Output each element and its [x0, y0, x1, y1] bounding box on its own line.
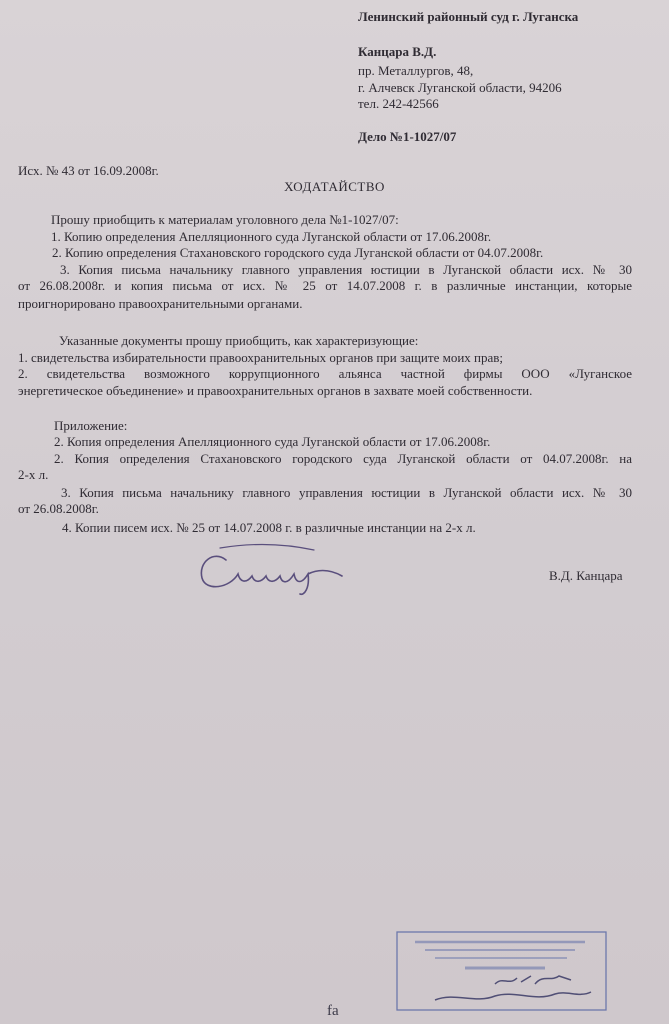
request-item: 1. Копию определения Апелляционного суда Луганской области от 17.06.2008г. — [51, 229, 492, 244]
request-item-continuation: проигнорировано правоохранительными органами. — [18, 296, 303, 311]
characterization-intro: Указанные документы прошу приобщить, как характеризующие: — [59, 333, 419, 348]
characterization-item: 2. свидетельства возможного коррупционного альянса частной фирмы ООО «Луганское — [18, 366, 632, 381]
appendix-item: 4. Копии писем исх. № 25 от 14.07.2008 г. в различные инстанции на 2-х л. — [62, 520, 476, 535]
appendix-item: 3. Копия письма начальнику главного управления юстиции в Луганской области исх. № 30 — [61, 485, 632, 500]
characterization-item-continuation: энергетическое объединение» и правоохранительных органов в захвате моей собственности. — [18, 383, 533, 398]
appendix-item: 2. Копия определения Стахановского городского суда Луганской области от 04.07.2008г. на — [54, 451, 632, 466]
handwritten-signature — [196, 540, 356, 598]
sender-address-line2: г. Алчевск Луганской области, 94206 — [358, 80, 562, 95]
sender-address-line1: пр. Металлургов, 48, — [358, 63, 474, 78]
case-number: Дело №1-1027/07 — [358, 129, 457, 144]
request-item: 2. Копию определения Стахановского городского суда Луганской области от 04.07.2008г. — [52, 245, 544, 260]
court-name: Ленинский районный суд г. Луганска — [358, 9, 579, 24]
appendix-item-continuation: 2-х л. — [18, 467, 49, 482]
outgoing-number: Исх. № 43 от 16.09.2008г. — [18, 163, 159, 178]
signer-name: В.Д. Канцара — [549, 568, 623, 583]
sender-name: Канцара В.Д. — [358, 44, 437, 59]
request-intro: Прошу приобщить к материалам уголовного дела №1-1027/07: — [51, 212, 399, 227]
appendix-item-continuation: от 26.08.2008г. — [18, 501, 99, 516]
document-title: ХОДАТАЙСТВО — [284, 179, 385, 194]
appendix-item: 2. Копия определения Апелляционного суда Луганской области от 17.06.2008г. — [54, 434, 491, 449]
court-registration-stamp — [395, 930, 608, 1012]
request-item-continuation: от 26.08.2008г. и копия письма от исх. № 25 от 14.07.2008 г. в различные инстанции, которые — [18, 278, 632, 293]
request-item: 3. Копия письма начальнику главного управления юстиции в Луганской области исх. № 30 — [60, 262, 632, 277]
appendix-heading: Приложение: — [54, 418, 128, 433]
page-folio: fa — [327, 1003, 339, 1019]
sender-phone: тел. 242-42566 — [358, 96, 439, 111]
characterization-item: 1. свидетельства избирательности правоохранительных органов при защите моих прав; — [18, 350, 503, 365]
